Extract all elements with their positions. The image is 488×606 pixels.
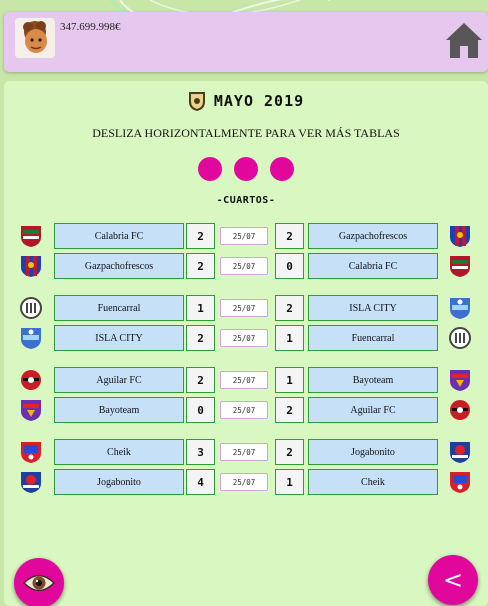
cheik-crest-icon	[449, 470, 471, 494]
away-team[interactable]: Calabria FC	[308, 253, 438, 279]
home-score: 2	[186, 325, 215, 351]
home-team[interactable]: Fuencarral	[54, 295, 184, 321]
page-dots	[4, 157, 488, 181]
home-score: 1	[186, 295, 215, 321]
player-avatar-icon[interactable]	[15, 18, 55, 58]
match-row	[4, 253, 488, 279]
away-team[interactable]: Gazpachofrescos	[308, 223, 438, 249]
page-dot-2[interactable]	[234, 157, 258, 181]
jogabonito-crest-icon	[20, 470, 42, 494]
league-badge-icon	[188, 90, 206, 112]
aguilar-fc-crest-icon	[20, 368, 42, 392]
balance-amount: 347.699.998€	[60, 21, 121, 33]
swipe-hint: DESLIZA HORIZONTALMENTE PARA VER MÁS TABLAS	[92, 126, 400, 140]
aguilar-fc-crest-icon	[449, 398, 471, 422]
fuencarral-crest-icon	[449, 326, 471, 350]
match-row	[4, 469, 488, 495]
away-score: 1	[275, 367, 304, 393]
title-row	[4, 89, 488, 113]
away-score: 1	[275, 325, 304, 351]
match-date: 25/07	[220, 299, 268, 317]
away-team[interactable]: Aguilar FC	[308, 397, 438, 423]
away-score: 1	[275, 469, 304, 495]
page-title: MAYO 2019	[213, 92, 305, 110]
match-date: 25/07	[220, 473, 268, 491]
match-row	[4, 295, 488, 321]
away-team[interactable]: Jogabonito	[308, 439, 438, 465]
match-row	[4, 367, 488, 393]
home-team[interactable]: Bayoteam	[54, 397, 184, 423]
home-score: 0	[186, 397, 215, 423]
isla-city-crest-icon	[449, 296, 471, 320]
match-date: 25/07	[220, 443, 268, 461]
away-score: 2	[275, 223, 304, 249]
away-score: 0	[275, 253, 304, 279]
results-panel	[4, 81, 488, 606]
home-score: 2	[186, 223, 215, 249]
back-button[interactable]: <	[428, 555, 478, 605]
home-team[interactable]: ISLA CITY	[54, 325, 184, 351]
eye-button[interactable]	[14, 558, 64, 606]
match-row	[4, 223, 488, 249]
home-score: 2	[186, 253, 215, 279]
home-score: 4	[186, 469, 215, 495]
cheik-crest-icon	[20, 440, 42, 464]
fuencarral-crest-icon	[20, 296, 42, 320]
top-bar	[4, 12, 488, 72]
home-team[interactable]: Aguilar FC	[54, 367, 184, 393]
bayoteam-crest-icon	[20, 398, 42, 422]
away-score: 2	[275, 295, 304, 321]
match-date: 25/07	[220, 227, 268, 245]
bayoteam-crest-icon	[449, 368, 471, 392]
eye-icon	[22, 570, 56, 596]
away-team[interactable]: Cheik	[308, 469, 438, 495]
calabria-crest-icon	[449, 254, 471, 278]
away-score: 2	[275, 439, 304, 465]
home-team[interactable]: Calabria FC	[54, 223, 184, 249]
home-icon[interactable]	[443, 19, 485, 61]
home-team[interactable]: Gazpachofrescos	[54, 253, 184, 279]
match-row	[4, 439, 488, 465]
away-team[interactable]: Fuencarral	[308, 325, 438, 351]
round-label: -CUARTOS-	[216, 195, 276, 206]
match-date: 25/07	[220, 329, 268, 347]
home-team[interactable]: Cheik	[54, 439, 184, 465]
match-row	[4, 397, 488, 423]
away-team[interactable]: ISLA CITY	[308, 295, 438, 321]
home-team[interactable]: Jogabonito	[54, 469, 184, 495]
calabria-crest-icon	[20, 224, 42, 248]
home-score: 3	[186, 439, 215, 465]
away-team[interactable]: Bayoteam	[308, 367, 438, 393]
page-dot-1[interactable]	[198, 157, 222, 181]
jogabonito-crest-icon	[449, 440, 471, 464]
home-score: 2	[186, 367, 215, 393]
gazpachofrescos-crest-icon	[449, 224, 471, 248]
page-dot-3[interactable]	[270, 157, 294, 181]
match-row	[4, 325, 488, 351]
away-score: 2	[275, 397, 304, 423]
match-date: 25/07	[220, 401, 268, 419]
match-date: 25/07	[220, 257, 268, 275]
gazpachofrescos-crest-icon	[20, 254, 42, 278]
match-date: 25/07	[220, 371, 268, 389]
isla-city-crest-icon	[20, 326, 42, 350]
